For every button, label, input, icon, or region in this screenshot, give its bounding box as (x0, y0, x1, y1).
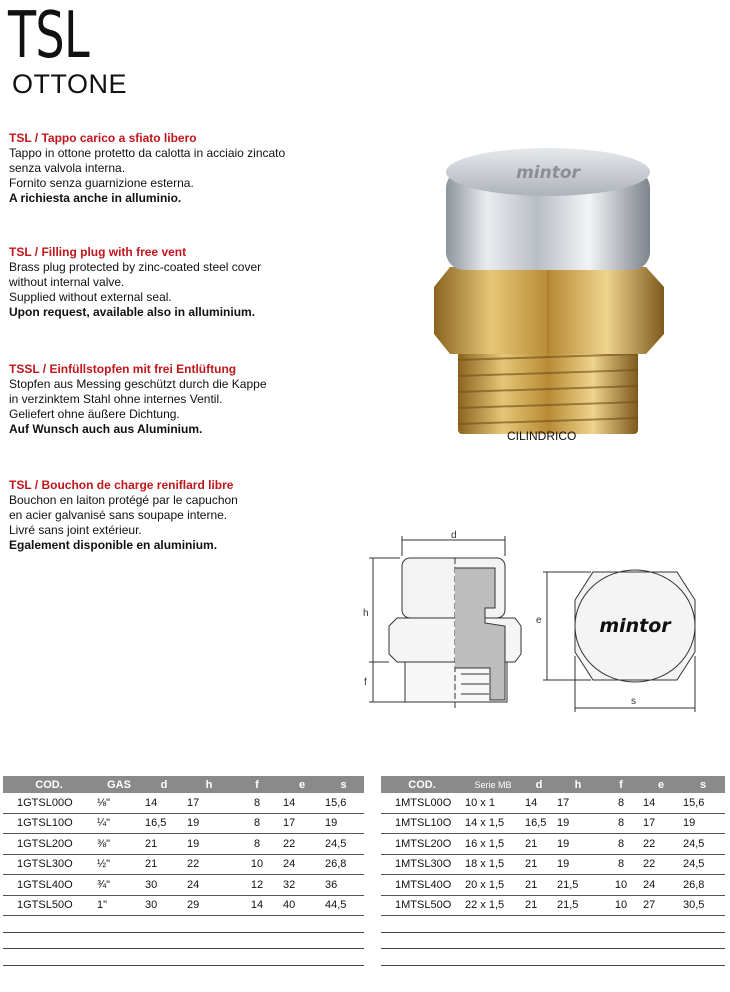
description-de (9, 362, 349, 437)
table-cell: 1MTSL40O (381, 875, 463, 896)
table-cell: 8 (233, 793, 281, 813)
table-cell: 21 (523, 895, 555, 916)
table-cell (281, 949, 323, 966)
table-cell: 1GTSL20O (3, 834, 95, 855)
table-row (3, 895, 364, 916)
empty-table-row (381, 949, 725, 966)
table-cell (641, 949, 681, 966)
dimension-label-f: f (364, 677, 367, 688)
table-cell: 1MTSL20O (381, 834, 463, 855)
table-cell (185, 949, 233, 966)
block-line: Supplied without external seal. (9, 290, 172, 304)
table-cell: 1MTSL50O (381, 895, 463, 916)
table-cell: 44,5 (323, 895, 364, 916)
table-cell (523, 916, 555, 933)
table-cell: 1GTSL30O (3, 854, 95, 875)
table-row (381, 793, 725, 813)
table-cell: 22 (281, 834, 323, 855)
table-row (3, 875, 364, 896)
table-cell: 21,5 (555, 895, 601, 916)
table-cell: 8 (601, 813, 641, 834)
table-cell (185, 916, 233, 933)
table-cell: 19 (555, 834, 601, 855)
table-cell (323, 932, 364, 949)
table-cell: 1" (95, 895, 143, 916)
empty-table-row (3, 916, 364, 933)
column-header: d (523, 776, 555, 793)
block-bold-line: Egalement disponible en aluminium. (9, 538, 218, 552)
block-bold-line: Upon request, available also in alluminium. (9, 305, 256, 319)
table-cell: 22 (641, 854, 681, 875)
table-cell: 21 (143, 834, 185, 855)
table-cell: 22 x 1,5 (463, 895, 523, 916)
table-cell: 24,5 (681, 834, 725, 855)
table-cell: 17 (641, 813, 681, 834)
table-cell (381, 949, 463, 966)
gas-table (3, 776, 364, 966)
table-cell: 14 (523, 793, 555, 813)
table-cell: 14 (641, 793, 681, 813)
table-cell: 24 (185, 875, 233, 896)
table-cell (323, 916, 364, 933)
table-cell: 1MTSL10O (381, 813, 463, 834)
table-cell: 22 (641, 834, 681, 855)
table-cell: 19 (185, 813, 233, 834)
table-cell: 21 (523, 875, 555, 896)
table-cell: 8 (233, 834, 281, 855)
table-cell (381, 932, 463, 949)
table-cell: 27 (641, 895, 681, 916)
table-cell: 17 (185, 793, 233, 813)
table-cell: ¼" (95, 813, 143, 834)
technical-drawing (355, 528, 700, 718)
dimension-label-e: e (536, 615, 542, 626)
block-line: senza valvola interna. (9, 161, 126, 175)
column-header: s (681, 776, 725, 793)
table-cell (3, 932, 95, 949)
table-cell: 1GTSL40O (3, 875, 95, 896)
table-cell (681, 932, 725, 949)
table-header-row (381, 776, 725, 793)
table-cell (95, 932, 143, 949)
table-cell (463, 932, 523, 949)
table-cell (601, 932, 641, 949)
table-cell (233, 932, 281, 949)
page-subtitle: OTTONE (12, 69, 128, 99)
table-cell: 18 x 1,5 (463, 854, 523, 875)
table-cell: 30 (143, 895, 185, 916)
column-header: s (323, 776, 364, 793)
table-cell (281, 932, 323, 949)
table-row (381, 854, 725, 875)
table-cell (463, 949, 523, 966)
block-line: Fornito senza guarnizione esterna. (9, 176, 194, 190)
table-cell: 15,6 (323, 793, 364, 813)
table-cell (95, 916, 143, 933)
table-cell: 40 (281, 895, 323, 916)
block-line: Stopfen aus Messing geschützt durch die Kappe (9, 377, 267, 391)
column-header: GAS (95, 776, 143, 793)
block-heading: TSL / Filling plug with free vent (9, 245, 187, 259)
table-cell (3, 949, 95, 966)
table-cell (185, 932, 233, 949)
table-cell: 19 (185, 834, 233, 855)
empty-table-row (381, 932, 725, 949)
table-cell: 29 (185, 895, 233, 916)
table-cell (523, 932, 555, 949)
product-photo (398, 122, 698, 440)
column-header: h (185, 776, 233, 793)
dimension-label-d: d (451, 530, 457, 541)
column-header: d (143, 776, 185, 793)
table-cell: 14 (233, 895, 281, 916)
table-cell: 15,6 (681, 793, 725, 813)
empty-table-row (3, 932, 364, 949)
table-cell: 21,5 (555, 875, 601, 896)
column-header: f (601, 776, 641, 793)
table-cell: 8 (601, 854, 641, 875)
page-title: TSL (8, 0, 89, 73)
table-cell: ½" (95, 854, 143, 875)
table-cell: 24 (641, 875, 681, 896)
table-cell: 21 (523, 834, 555, 855)
table-cell (233, 916, 281, 933)
table-cell: 10 (601, 895, 641, 916)
column-header: Serie MB (463, 776, 523, 793)
table-cell (463, 916, 523, 933)
table-cell: 36 (323, 875, 364, 896)
table-cell: 16,5 (523, 813, 555, 834)
block-line: Geliefert ohne äußere Dichtung. (9, 407, 180, 421)
table-cell: ¾" (95, 875, 143, 896)
table-cell: 12 (233, 875, 281, 896)
column-header: e (281, 776, 323, 793)
table-cell: 14 (281, 793, 323, 813)
table-cell: 8 (601, 793, 641, 813)
empty-table-row (3, 949, 364, 966)
column-header: COD. (3, 776, 95, 793)
table-row (3, 813, 364, 834)
table-cell: 16 x 1,5 (463, 834, 523, 855)
column-header: e (641, 776, 681, 793)
description-it (9, 131, 349, 206)
table-cell (523, 949, 555, 966)
block-line: Tappo in ottone protetto da calotta in acciaio zincato (9, 146, 286, 160)
table-cell: 30 (143, 875, 185, 896)
table-header-row (3, 776, 364, 793)
table-cell: 32 (281, 875, 323, 896)
table-cell (641, 916, 681, 933)
table-cell (233, 949, 281, 966)
block-line: Brass plug protected by zinc-coated steel cover (9, 260, 262, 274)
metric-table (381, 776, 725, 966)
table-cell: 1GTSL50O (3, 895, 95, 916)
metric-table-body (381, 793, 725, 965)
table-cell: 1MTSL30O (381, 854, 463, 875)
table-cell: 10 x 1 (463, 793, 523, 813)
table-cell: 19 (323, 813, 364, 834)
cap-brand-text: mintor (516, 163, 580, 183)
table-cell: 24,5 (323, 834, 364, 855)
table-cell (381, 916, 463, 933)
table-row (381, 813, 725, 834)
table-cell: ⅜" (95, 834, 143, 855)
table-cell: 24 (281, 854, 323, 875)
table-cell (681, 949, 725, 966)
block-heading: TSL / Bouchon de charge reniflard libre (9, 478, 234, 492)
table-row (381, 895, 725, 916)
table-cell: 20 x 1,5 (463, 875, 523, 896)
table-cell: 1MTSL00O (381, 793, 463, 813)
table-cell: 21 (523, 854, 555, 875)
table-cell (555, 932, 601, 949)
table-row (381, 834, 725, 855)
table-cell (281, 916, 323, 933)
block-line: in verzinktem Stahl ohne internes Ventil. (9, 392, 223, 406)
table-cell: 19 (555, 854, 601, 875)
table-cell: 22 (185, 854, 233, 875)
product-caption: CILINDRICO (507, 429, 577, 443)
table-cell: 26,8 (323, 854, 364, 875)
table-row (3, 834, 364, 855)
column-header: COD. (381, 776, 463, 793)
table-cell: 19 (555, 813, 601, 834)
table-cell: 1GTSL10O (3, 813, 95, 834)
table-cell: 17 (555, 793, 601, 813)
table-row (3, 854, 364, 875)
block-heading: TSL / Tappo carico a sfiato libero (9, 131, 197, 145)
table-cell (143, 916, 185, 933)
table-cell: 17 (281, 813, 323, 834)
description-en (9, 245, 349, 320)
block-line: without internal valve. (9, 275, 125, 289)
block-heading: TSSL / Einfüllstopfen mit frei Entlüftung (9, 362, 237, 376)
table-cell (555, 916, 601, 933)
column-header: f (233, 776, 281, 793)
table-cell: 16,5 (143, 813, 185, 834)
table-cell: ⅛" (95, 793, 143, 813)
block-line: Livré sans joint extérieur. (9, 523, 142, 537)
empty-table-row (381, 916, 725, 933)
dimension-label-s: s (631, 696, 636, 707)
block-line: en acier galvanisé sans soupape interne. (9, 508, 228, 522)
table-row (3, 793, 364, 813)
table-cell: 1GTSL00O (3, 793, 95, 813)
table-cell: 14 (143, 793, 185, 813)
table-row (381, 875, 725, 896)
table-cell: 14 x 1,5 (463, 813, 523, 834)
description-fr (9, 478, 349, 553)
table-cell: 10 (601, 875, 641, 896)
block-line: Bouchon en laiton protégé par le capuchon (9, 493, 238, 507)
column-header: h (555, 776, 601, 793)
table-cell (641, 932, 681, 949)
gas-table-body (3, 793, 364, 965)
table-cell: 19 (681, 813, 725, 834)
table-cell: 24,5 (681, 854, 725, 875)
table-cell: 8 (233, 813, 281, 834)
table-cell (3, 916, 95, 933)
block-bold-line: A richiesta anche in alluminio. (9, 191, 182, 205)
table-cell (143, 949, 185, 966)
dimension-label-h: h (363, 608, 369, 619)
table-cell (95, 949, 143, 966)
table-cell (323, 949, 364, 966)
table-cell: 21 (143, 854, 185, 875)
table-cell (601, 916, 641, 933)
table-cell (681, 916, 725, 933)
table-cell (143, 932, 185, 949)
table-cell: 26,8 (681, 875, 725, 896)
table-cell: 8 (601, 834, 641, 855)
table-cell: 30,5 (681, 895, 725, 916)
block-bold-line: Auf Wunsch auch aus Aluminium. (9, 422, 203, 436)
table-cell (555, 949, 601, 966)
table-cell: 10 (233, 854, 281, 875)
table-cell (601, 949, 641, 966)
drawing-brand-logo: mintor (599, 615, 671, 637)
